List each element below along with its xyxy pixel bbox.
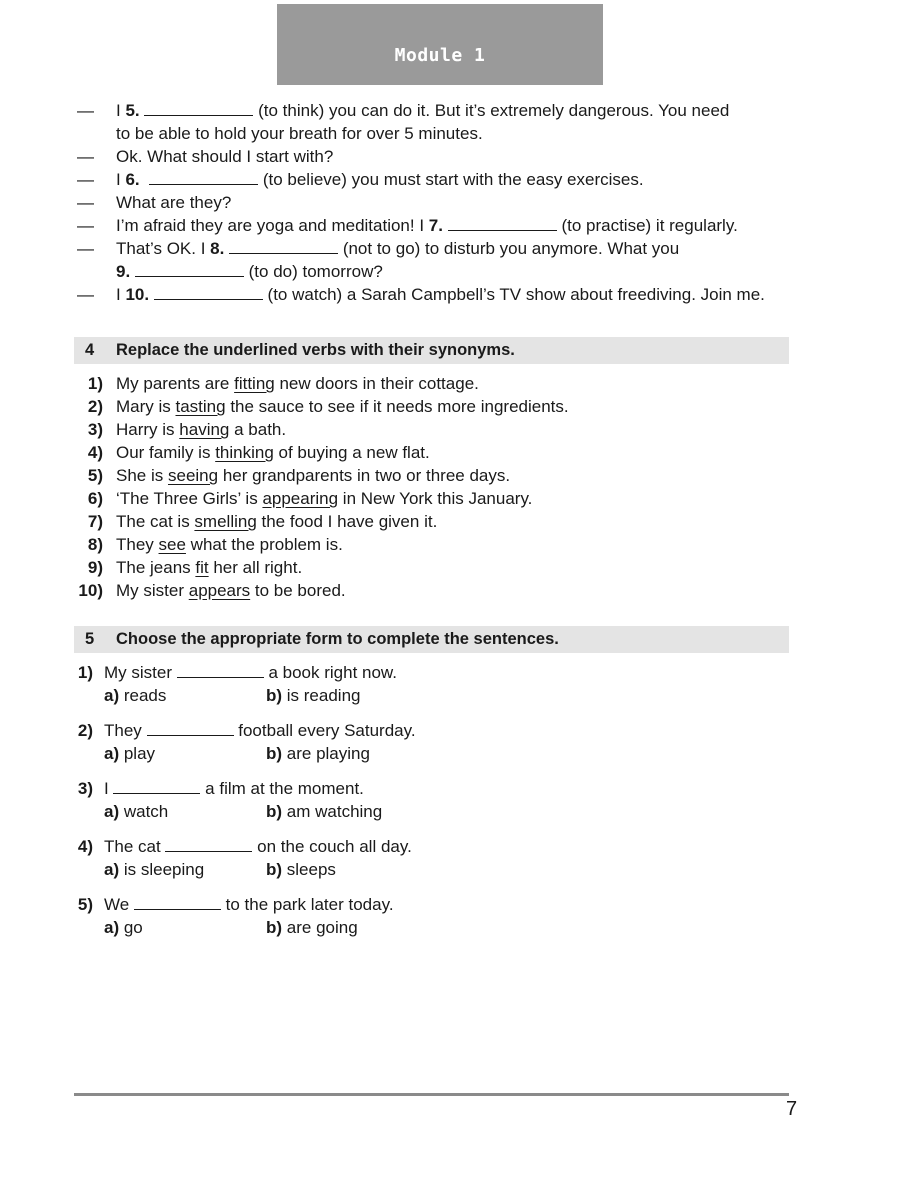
- dialog-line: [0, 145, 900, 168]
- list-item: 5) She is seeing her grandparents in two or three days.: [87, 466, 511, 485]
- option-b[interactable]: b) are playing: [266, 744, 370, 763]
- underlined-verb: fit: [195, 558, 209, 577]
- dialog-line: [0, 237, 900, 260]
- exercise-number: 4: [85, 341, 95, 359]
- option-a[interactable]: a) play: [104, 744, 156, 763]
- option-b[interactable]: b) are going: [266, 918, 358, 937]
- dialog-text: to be able to hold your breath for over 5 minutes.: [116, 124, 483, 143]
- dialog-text: I 10. (to watch) a Sarah Campbell’s TV show about freediving. Join me.: [116, 285, 765, 304]
- dialog-line: [0, 214, 900, 237]
- dialog-text: That’s OK. I 8. (not to go) to disturb you anymore. What you: [116, 239, 680, 258]
- answer-blank[interactable]: [147, 721, 234, 736]
- dialog-text: I 5. (to think) you can do it. But it’s extremely dangerous. You need: [116, 101, 730, 120]
- dialog-text: I’m afraid they are yoga and meditation! I 7. (to practise) it regularly.: [116, 216, 738, 235]
- dialog-line: [0, 260, 900, 283]
- dialog-dash: —: [77, 170, 94, 189]
- question-block: 4) The cat on the couch all day. a) is sleeping b) sleeps: [77, 837, 412, 879]
- option-a[interactable]: a) watch: [104, 802, 169, 821]
- answer-blank[interactable]: [177, 663, 264, 678]
- dialog-dash: —: [77, 101, 94, 120]
- list-item: 1) My parents are fitting new doors in their cottage.: [87, 374, 479, 393]
- option-b[interactable]: b) am watching: [266, 802, 383, 821]
- question-block: 5) We to the park later today. a) go b) are going: [77, 895, 394, 937]
- dialog-dash: —: [77, 285, 94, 304]
- question-block: 3) I a film at the moment. a) watch b) am watching: [77, 779, 383, 821]
- question-block: 2) They football every Saturday. a) play b) are playing: [77, 721, 416, 763]
- dialog-text: Ok. What should I start with?: [116, 147, 334, 166]
- answer-blank[interactable]: [229, 239, 338, 254]
- list-item: 2) Mary is tasting the sauce to see if it needs more ingredients.: [87, 397, 569, 416]
- list-item: 8) They see what the problem is.: [87, 535, 343, 554]
- dialog-line: [0, 122, 900, 145]
- module-title: Module 1: [394, 45, 486, 66]
- underlined-verb: see: [158, 535, 186, 554]
- option-b[interactable]: b) is reading: [266, 686, 361, 705]
- answer-blank[interactable]: [448, 216, 557, 231]
- underlined-verb: fitting: [234, 374, 275, 393]
- exercise-4-list: [0, 372, 900, 602]
- answer-blank[interactable]: [113, 779, 200, 794]
- underlined-verb: seeing: [167, 466, 219, 485]
- underlined-verb: smelling: [194, 512, 257, 531]
- dialog-text: What are they?: [116, 193, 232, 212]
- answer-blank[interactable]: [154, 285, 263, 300]
- underlined-verb: appearing: [262, 489, 339, 508]
- dialog-dash: —: [77, 239, 94, 258]
- dialog-text: 9. (to do) tomorrow?: [116, 262, 383, 281]
- exercise-title: Choose the appropriate form to complete the sentences.: [116, 630, 559, 648]
- dialog-dash: —: [77, 147, 94, 166]
- list-item: 10) My sister appears to be bored.: [78, 581, 346, 600]
- dialog-line: [0, 191, 900, 214]
- option-a[interactable]: a) reads: [104, 686, 167, 705]
- list-item: 7) The cat is smelling the food I have given it.: [87, 512, 438, 531]
- answer-blank[interactable]: [135, 262, 244, 277]
- answer-blank[interactable]: [149, 170, 258, 185]
- list-item: 6) ‘The Three Girls’ is appearing in New York this January.: [87, 489, 533, 508]
- dialog-exercise: [0, 99, 900, 306]
- dialog-dash: —: [77, 193, 94, 212]
- exercise-number: 5: [85, 630, 95, 648]
- dialog-dash: —: [77, 216, 94, 235]
- dialog-line: [0, 168, 900, 191]
- answer-blank[interactable]: [144, 101, 253, 116]
- underlined-verb: having: [179, 420, 230, 439]
- exercise-title: Replace the underlined verbs with their synonyms.: [116, 341, 515, 359]
- dialog-line: [0, 283, 900, 306]
- list-item: 3) Harry is having a bath.: [87, 420, 287, 439]
- exercise-5-header: [74, 626, 789, 653]
- underlined-verb: tasting: [175, 397, 226, 416]
- option-b[interactable]: b) sleeps: [266, 860, 336, 879]
- list-item: 4) Our family is thinking of buying a new flat.: [87, 443, 430, 462]
- answer-blank[interactable]: [134, 895, 221, 910]
- option-a[interactable]: a) go: [104, 918, 143, 937]
- underlined-verb: appears: [188, 581, 251, 600]
- footer-rule: [74, 1093, 789, 1096]
- module-banner: [277, 4, 603, 85]
- dialog-text: I 6. (to believe) you must start with the easy exercises.: [116, 170, 644, 189]
- exercise-4-header: [74, 337, 789, 364]
- page-number: 7: [786, 1098, 798, 1120]
- question-block: 1) My sister a book right now. a) reads b) is reading: [77, 663, 397, 705]
- dialog-line: [0, 99, 900, 122]
- answer-blank[interactable]: [165, 837, 252, 852]
- option-a[interactable]: a) is sleeping: [104, 860, 205, 879]
- underlined-verb: thinking: [215, 443, 274, 462]
- list-item: 9) The jeans fit her all right.: [87, 558, 303, 577]
